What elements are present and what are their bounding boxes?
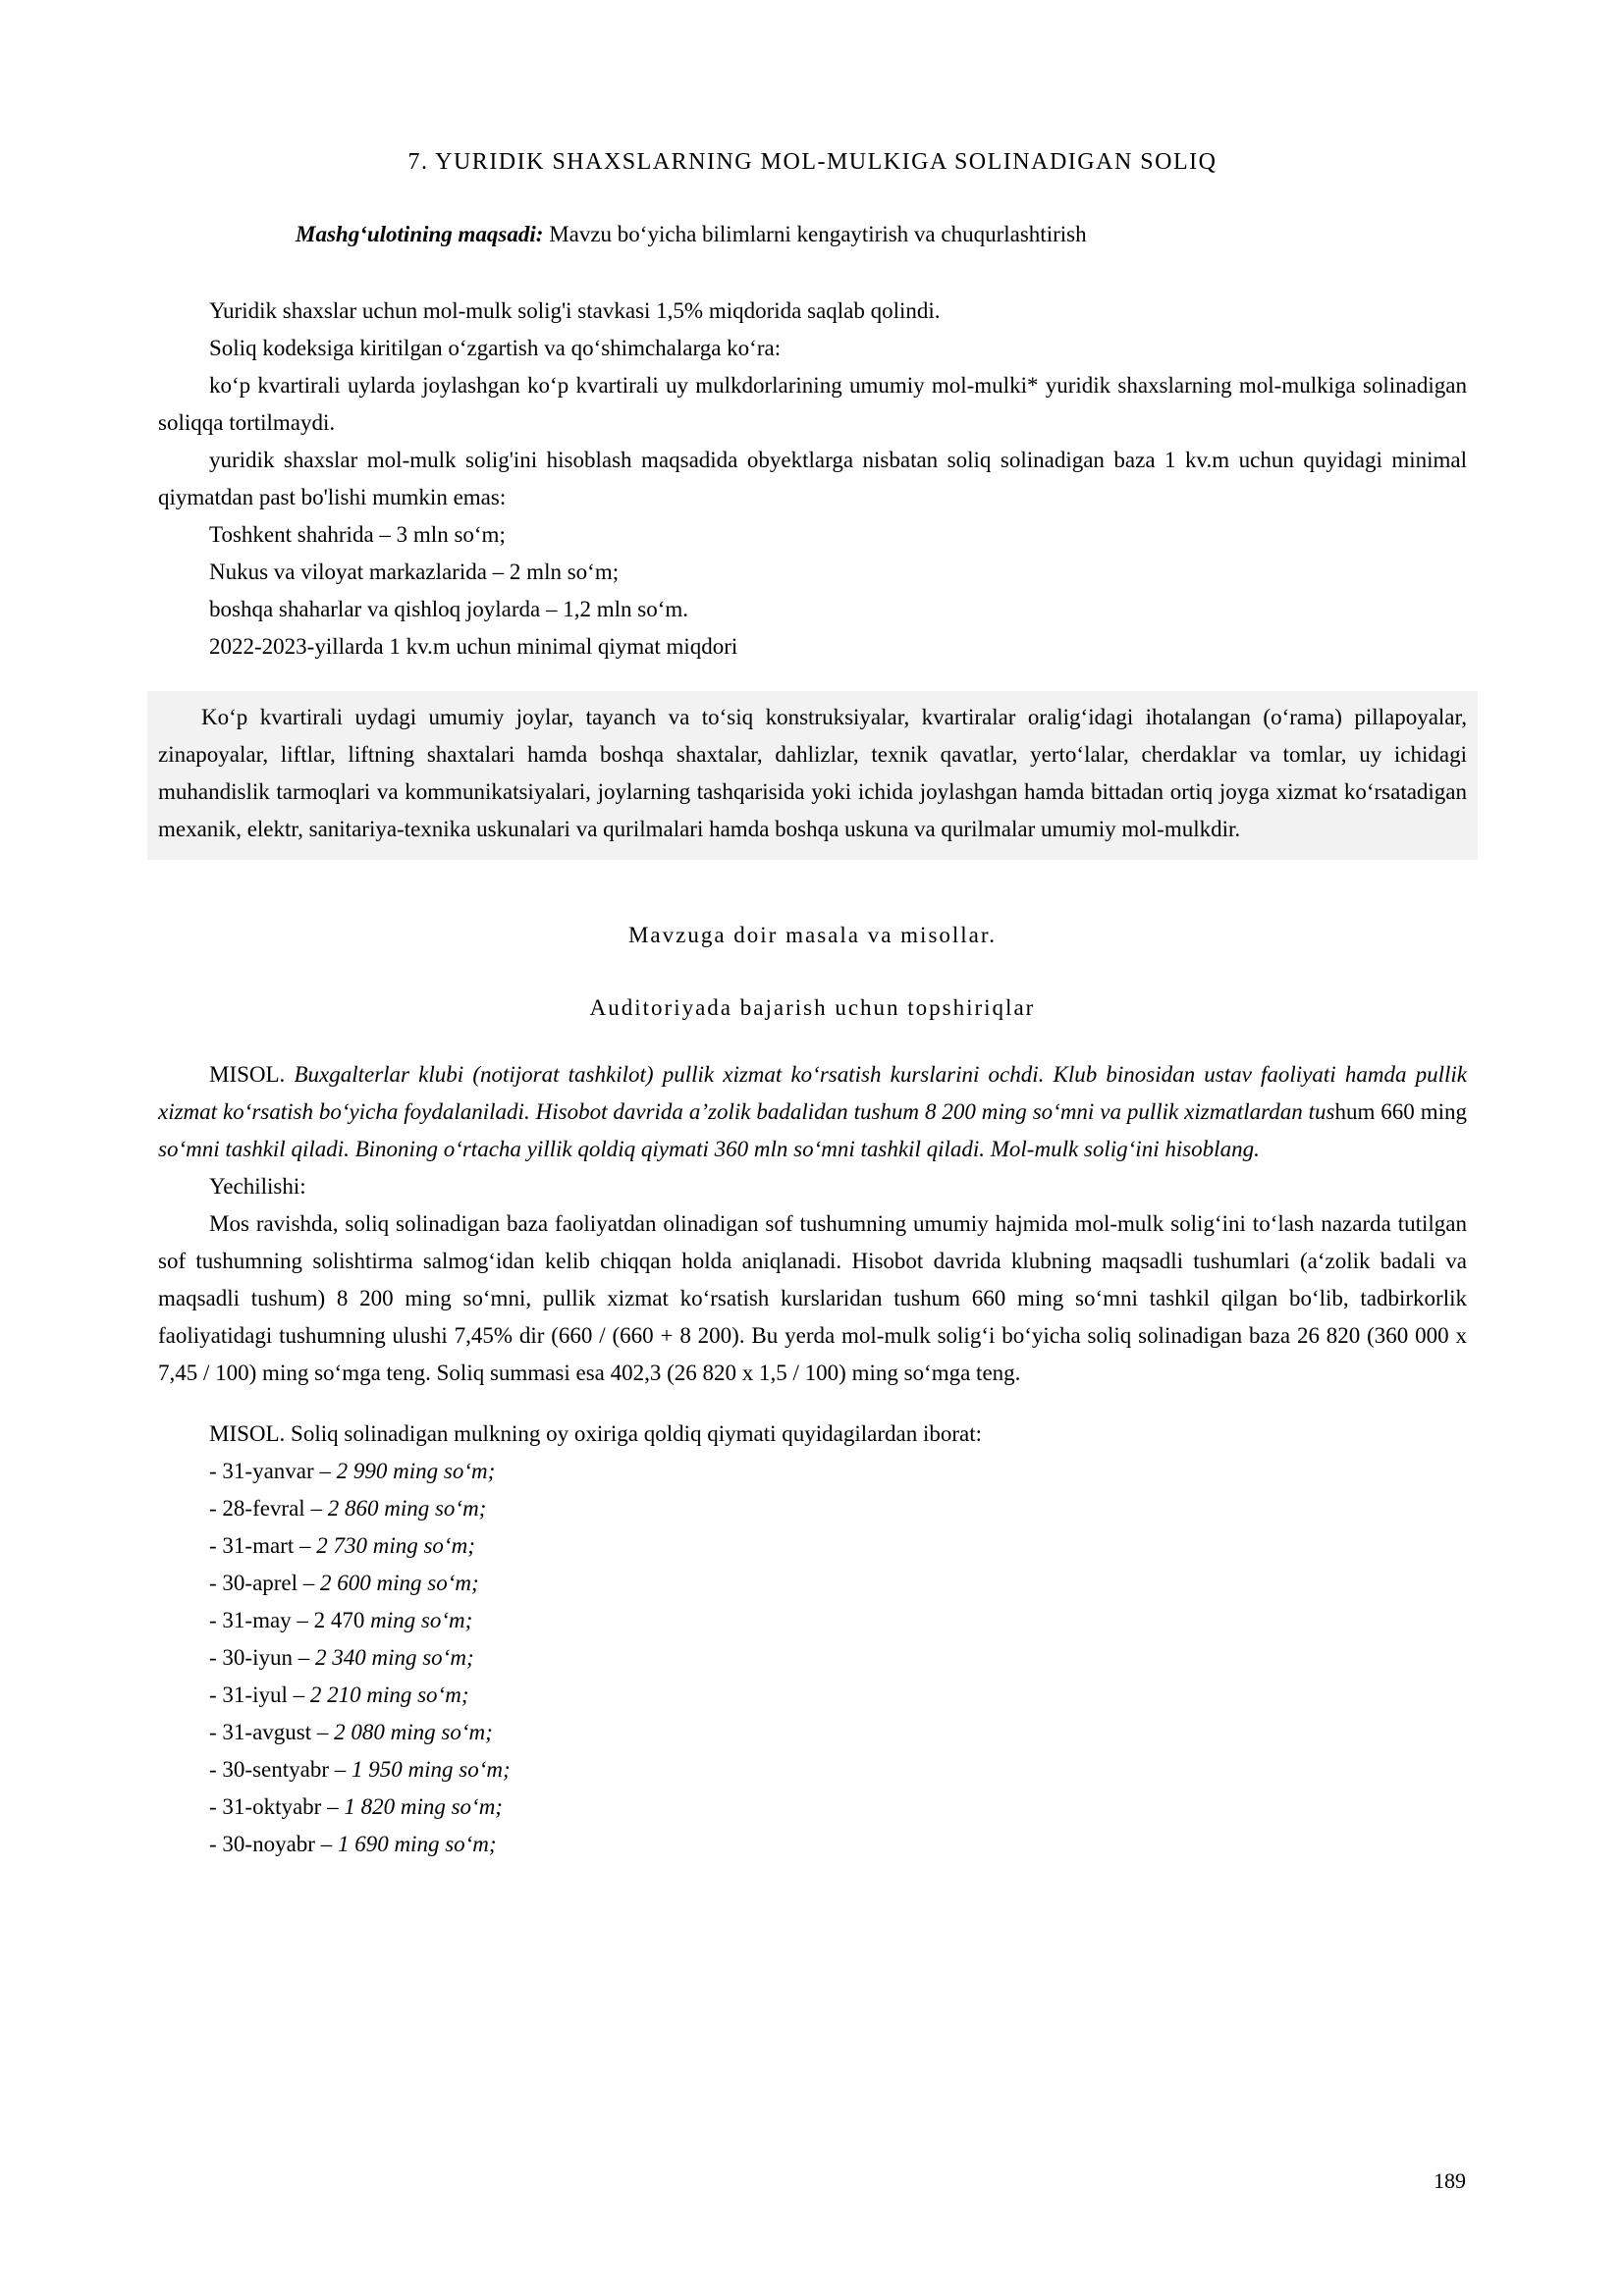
item-label: - 28-fevral – xyxy=(209,1496,328,1521)
intro-paragraph-4: yuridik shaxslar mol-mulk solig'ini hisoblash maqsadida obyektlarga nisbatan soliq solinadigan baza 1 kv.m uchun quyidagi minimal qiymatdan past bo'lishi mumkin emas: xyxy=(158,448,1467,509)
item-value: 2 990 ming so‘m; xyxy=(336,1459,496,1483)
item-value: 2 210 ming so‘m; xyxy=(309,1682,469,1707)
page-content xyxy=(158,143,1467,1863)
lesson-purpose-text: Mavzu bo‘yicha bilimlarni kengaytirish va chuqurlashtirish xyxy=(543,222,1087,246)
lesson-purpose xyxy=(158,216,1467,253)
example-1-label: MISOL. xyxy=(209,1062,286,1087)
item-label: - 30-aprel – xyxy=(209,1571,321,1595)
minimal-value-toshkent: Toshkent shahrida – 3 mln so‘m; xyxy=(209,522,506,547)
example-1-text-italic-1: Buxgalterlar klubi (notijorat tashkilot) pullik xizmat ko‘rsatish kurslarini ochdi. Klub binosidan ustav faoliyati hamda pullik xizmat ko‘rsatish bo‘yicha foydalaniladi. Hisobot davrida a’zolik badalidan tushum 8 200 ming so‘mni va pullik xizmatlardan tus xyxy=(158,1062,1467,1124)
page-title: 7. YURIDIK SHAXSLARNING MOL-MULKIGA SOLINADIGAN SOLIQ xyxy=(407,149,1218,175)
item-value: 2 340 ming so‘m; xyxy=(314,1645,474,1670)
item-label: - 31-iyul – xyxy=(209,1682,310,1707)
item-value: 1 690 ming so‘m; xyxy=(337,1832,497,1856)
residual-value-item xyxy=(158,1602,1467,1639)
intro-paragraph-2: Soliq kodeksiga kiritilgan o‘zgartish va qo‘shimchalarga ko‘ra: xyxy=(209,336,782,360)
section-heading-problems: Mavzuga doir masala va misollar. xyxy=(627,923,998,947)
page-number: 189 xyxy=(1434,2168,1466,2193)
item-label: - 30-iyun – xyxy=(209,1645,315,1670)
residual-value-item xyxy=(158,1677,1467,1714)
example-1-text-italic-2: so‘mni tashkil qiladi. Binoning o‘rtacha yillik qoldiq qiymati 360 mln so‘mni tashkil qiladi. Mol-mulk solig‘ini hisoblang. xyxy=(158,1137,1260,1161)
residual-value-item xyxy=(158,1565,1467,1602)
common-property-note-block xyxy=(147,691,1478,860)
item-value: ming so‘m; xyxy=(370,1608,473,1632)
residual-value-item xyxy=(158,1490,1467,1527)
item-label: - 31-yanvar – xyxy=(209,1459,337,1483)
item-value: 2 860 ming so‘m; xyxy=(327,1496,487,1521)
residual-value-item xyxy=(158,1826,1467,1863)
item-label: - 30-sentyabr – xyxy=(209,1757,352,1782)
intro-paragraph-1: Yuridik shaxslar uchun mol-mulk solig'i stavkasi 1,5% miqdorida saqlab qolindi. xyxy=(209,298,941,323)
item-label: - 31-avgust – xyxy=(209,1720,335,1744)
lesson-purpose-label: Mashg‘ulotining maqsadi: xyxy=(296,222,544,246)
residual-value-list xyxy=(158,1453,1467,1863)
item-value: 1 820 ming so‘m; xyxy=(344,1794,503,1819)
residual-value-item xyxy=(158,1714,1467,1751)
residual-value-item xyxy=(158,1527,1467,1565)
residual-value-item xyxy=(158,1789,1467,1826)
solution-label: Yechilishi: xyxy=(209,1174,306,1199)
item-label: - 31-oktyabr – xyxy=(209,1794,345,1819)
minimal-value-years-note: 2022-2023-yillarda 1 kv.m uchun minimal qiymat miqdori xyxy=(209,634,738,659)
common-property-note-text: Ko‘p kvartirali uydagi umumiy joylar, tayanch va to‘siq konstruksiyalar, kvartiralar oralig‘idagi ihotalangan (o‘rama) pillapoyalar, zinapoyalar, liftlar, liftning shaxtalari hamda boshqa shaxtalar, dahlizlar, texnik qavatlar, yerto‘lalar, cherdaklar va tomlar, uy ichidagi muhandislik tarmoqlari va kommunikatsiyalari, joylarning tashqarisida yoki ichida joylashgan hamda bittadan ortiq joyga xizmat ko‘rsatadigan mexanik, elektr, sanitariya-texnika uskunalari va qurilmalari hamda boshqa uskuna va qurilmalar umumiy mol-mulkdir. xyxy=(158,705,1467,841)
residual-value-item xyxy=(158,1639,1467,1677)
example-2-intro: MISOL. Soliq solinadigan mulkning oy oxiriga qoldiq qiymati quyidagilardan iborat: xyxy=(209,1421,983,1446)
minimal-value-other: boshqa shaharlar va qishloq joylarda – 1,2 mln so‘m. xyxy=(209,597,689,621)
item-value: 2 730 ming so‘m; xyxy=(316,1533,475,1558)
item-label: - 31-may – xyxy=(209,1608,314,1632)
residual-value-item xyxy=(158,1751,1467,1789)
item-value: 2 080 ming so‘m; xyxy=(334,1720,493,1744)
solution-text: Mos ravishda, soliq solinadigan baza faoliyatdan olinadigan sof tushumning umumiy hajmida mol-mulk solig‘ini to‘lash nazarda tutilgan sof tushumning solishtirma salmog‘idan kelib chiqqan holda aniqlanadi. Hisobot davrida klubning maqsadli tushumlari (a‘zolik badali va maqsadli tushum) 8 200 ming so‘mni, pullik xizmat ko‘rsatish kurslaridan tushum 660 ming so‘mni tashkil qilgan bo‘lib, tadbirkorlik faoliyatidagi tushumning ulushi 7,45% dir (660 / (660 + 8 200). Bu yerda mol-mulk solig‘i bo‘yicha soliq solinadigan baza 26 820 (360 000 x 7,45 / 100) ming so‘mga teng. Soliq summasi esa 402,3 (26 820 x 1,5 / 100) ming so‘mga teng. xyxy=(158,1211,1467,1385)
example-1-paragraph xyxy=(158,1056,1467,1168)
intro-paragraph-3: ko‘p kvartirali uylarda joylashgan ko‘p kvartirali uy mulkdorlarining umumiy mol-mulki* yuridik shaxslarning mol-mulkiga solinadigan soliqqa tortilmaydi. xyxy=(158,373,1467,435)
item-value-roman: 2 470 xyxy=(313,1608,371,1632)
item-value: 1 950 ming so‘m; xyxy=(352,1757,511,1782)
minimal-value-nukus: Nukus va viloyat markazlarida – 2 mln so‘m; xyxy=(209,560,620,584)
residual-value-item xyxy=(158,1453,1467,1490)
section-heading-auditorium: Auditoriyada bajarish uchun topshiriqlar xyxy=(589,995,1036,1020)
item-value: 2 600 ming so‘m; xyxy=(320,1571,479,1595)
example-1-text-roman-1: hum 660 ming xyxy=(1334,1099,1467,1124)
item-label: - 30-noyabr – xyxy=(209,1832,338,1856)
item-label: - 31-mart – xyxy=(209,1533,317,1558)
